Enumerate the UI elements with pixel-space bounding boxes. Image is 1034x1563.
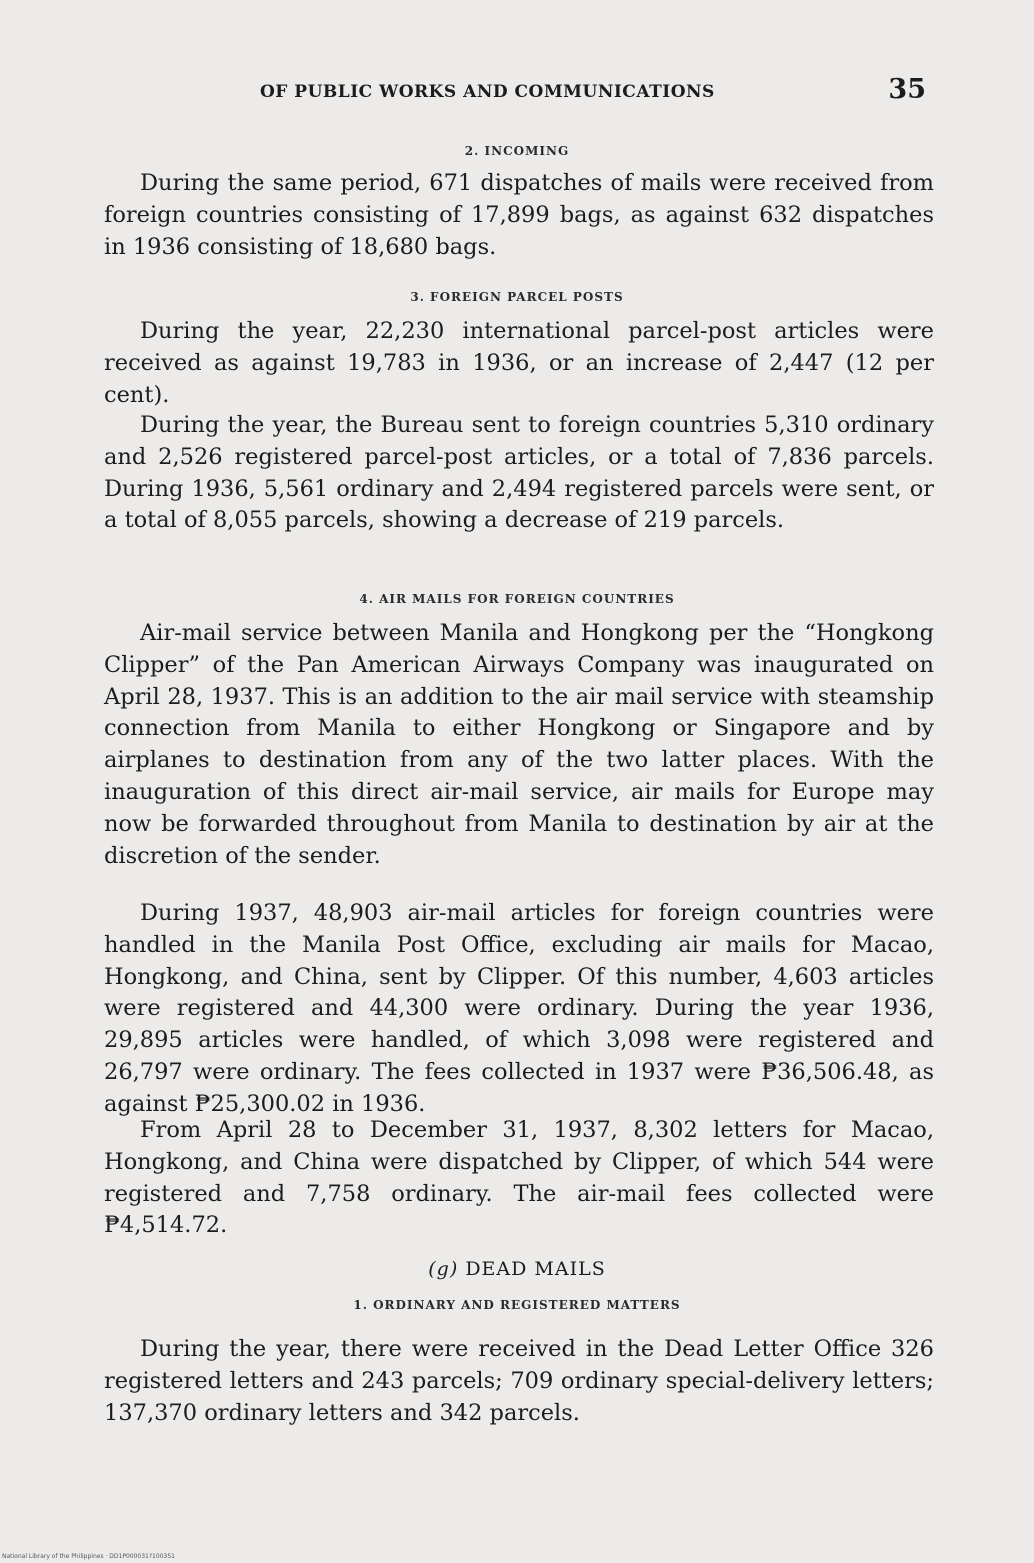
paragraph-parcel-sent: During the year, the Bureau sent to foreign countries 5,310 ordinary and 2,526 registered parcel-post articles, or a total of 7,836 parcels. During 1936, 5,561 ordinary and 2,494 registered parcels were sent, or a total of 8,055 parcels, showing a decrease of 219 parcels.	[104, 412, 934, 534]
section-heading-incoming: 2. INCOMING	[464, 144, 570, 158]
running-title: OF PUBLIC WORKS AND COMMUNICATIONS	[260, 82, 715, 102]
paragraph-air-mail-service: Air-mail service between Manila and Hongkong per the “Hongkong Clipper” of the Pan American Airways Company was inaugurated on April 28, 1937. This is an addition to the air mail service with steamship connection from Manila to either Hongkong or Singapore and by airplanes to destination from any of the two latter places. With the inauguration of this direct air-mail service, air mails for Europe may now be forwarded throughout from Manila to destination by air at the discretion of the sender.	[104, 620, 934, 869]
page-number: 35	[888, 74, 926, 105]
heading-letter: (g)	[428, 1258, 459, 1280]
paragraph-dead-letters: During the year, there were received in the Dead Letter Office 326 registered letters and 243 parcels; 709 ordinary special-delivery letters; 137,370 ordinary letters and 342 parcels.	[104, 1336, 934, 1426]
running-head	[100, 74, 930, 114]
paragraph-parcel-received: During the year, 22,230 international parcel-post articles were received as against 19,783 in 1936, or an increase of 2,447 (12 per cent).	[104, 318, 934, 408]
section-heading-ordinary-registered: 1. ORDINARY AND REGISTERED MATTERS	[353, 1298, 681, 1312]
paragraph-air-mail-articles: During 1937, 48,903 air-mail articles for foreign countries were handled in the Manila Post Office, excluding air mails for Macao, Hongkong, and China, sent by Clipper. Of this number, 4,603 articles were registered and 44,300 were ordinary. During the year 1936, 29,895 articles were handled, of which 3,098 were registered and 26,797 were ordinary. The fees collected in 1937 were ₱36,506.48, as against ₱25,300.02 in 1936.	[104, 900, 934, 1117]
section-heading-air-mails: 4. AIR MAILS FOR FOREIGN COUNTRIES	[359, 592, 675, 606]
section-heading-dead-mails	[0, 1258, 1034, 1280]
scan-credit: National Library of the Philippines · DD1P000031?100351	[2, 1553, 175, 1560]
paragraph-clipper-letters: From April 28 to December 31, 1937, 8,302 letters for Macao, Hongkong, and China were dispatched by Clipper, of which 544 were registered and 7,758 ordinary. The air-mail fees collected were ₱4,514.72.	[104, 1117, 934, 1239]
paragraph-incoming: During the same period, 671 dispatches of mails were received from foreign countries consisting of 17,899 bags, as against 632 dispatches in 1936 consisting of 18,680 bags.	[104, 170, 934, 260]
heading-text: DEAD MAILS	[465, 1258, 606, 1280]
section-heading-foreign-parcel-posts: 3. FOREIGN PARCEL POSTS	[410, 290, 624, 304]
